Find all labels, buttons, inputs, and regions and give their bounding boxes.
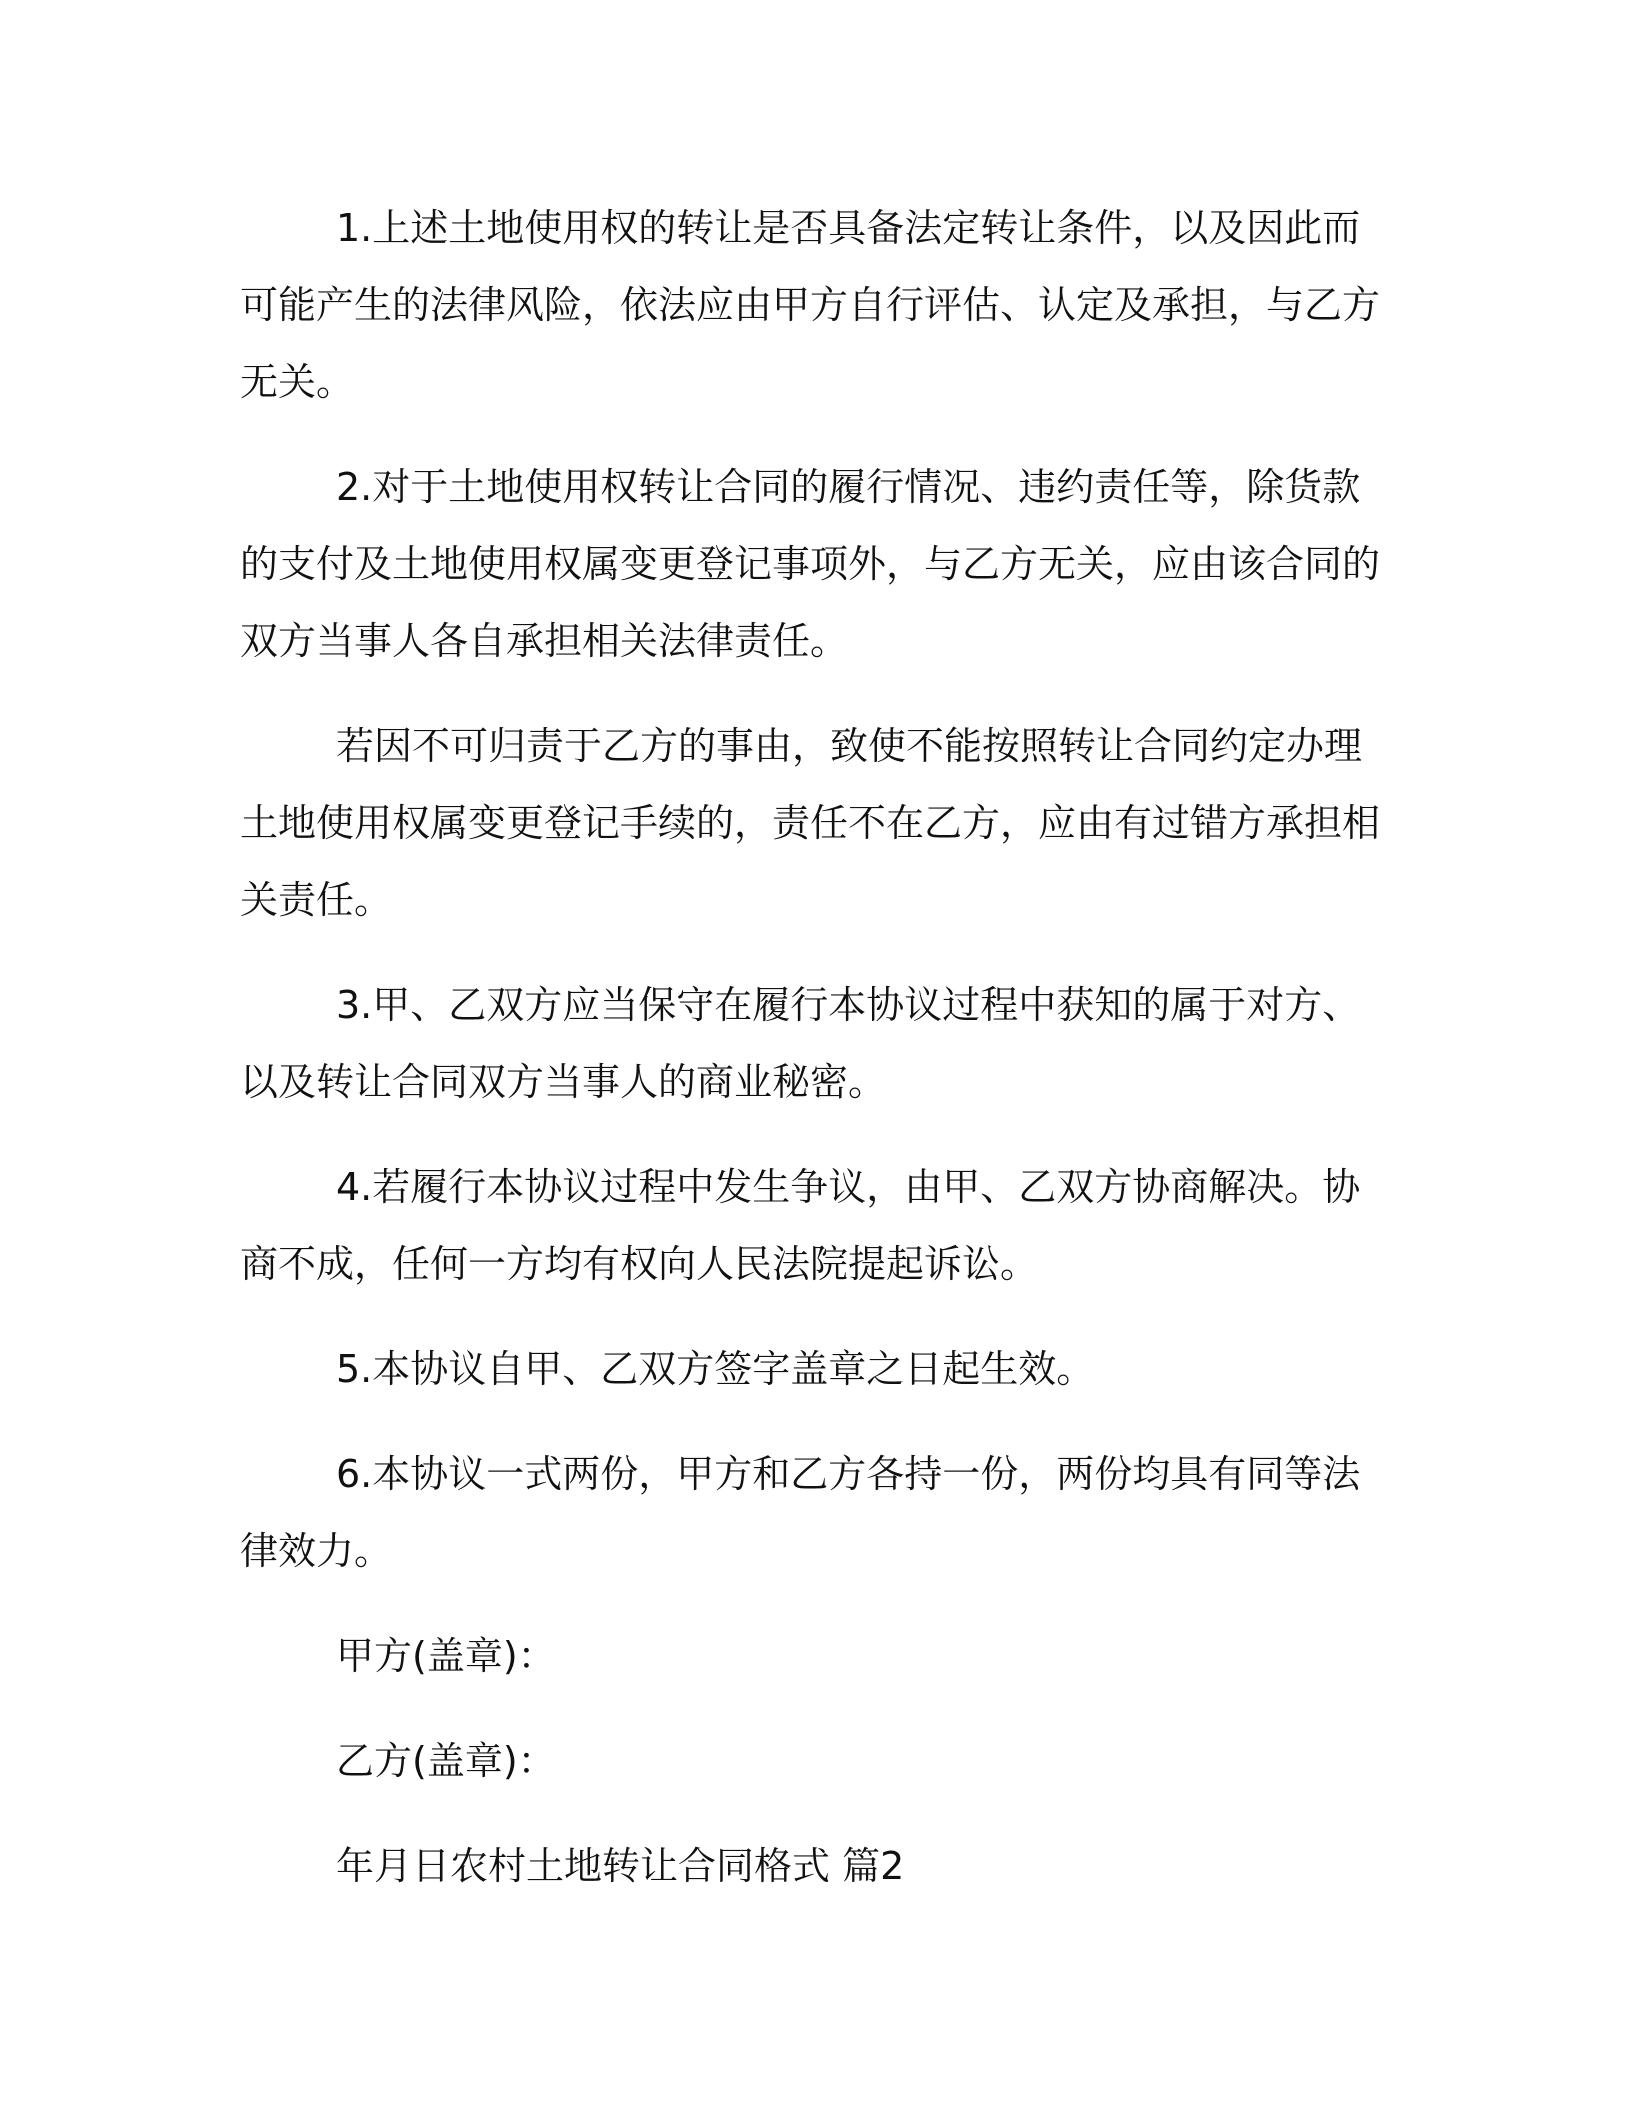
paragraph-3: 若因不可归责于乙方的事由，致使不能按照转让合同约定办理土地使用权属变更登记手续的，责任不在乙方，应由有过错方承担相关责任。 — [240, 724, 1381, 922]
closing-line: 年月日农村土地转让合同格式 篇2 — [336, 1844, 905, 1888]
paragraph-2: 2.对于土地使用权转让合同的履行情况、违约责任等，除货款的支付及土地使用权属变更登记事项外，与乙方无关，应由该合同的双方当事人各自承担相关法律责任。 — [240, 465, 1381, 663]
paragraph-5: 4.若履行本协议过程中发生争议，由甲、乙双方协商解决。协商不成，任何一方均有权向人民法院提起诉讼。 — [240, 1165, 1361, 1286]
paragraph-4: 3.甲、乙双方应当保守在履行本协议过程中获知的属于对方、以及转让合同双方当事人的商业秘密。 — [240, 983, 1361, 1104]
document-body — [240, 190, 1380, 1933]
party-a-signature: 甲方(盖章)： — [336, 1634, 556, 1678]
paragraph-7: 6.本协议一式两份，甲方和乙方各持一份，两份均具有同等法律效力。 — [240, 1452, 1361, 1573]
paragraph-1: 1.上述土地使用权的转让是否具备法定转让条件，以及因此而可能产生的法律风险，依法应由甲方自行评估、认定及承担，与乙方无关。 — [240, 206, 1381, 404]
paragraph-6: 5.本协议自甲、乙双方签字盖章之日起生效。 — [336, 1347, 1095, 1391]
party-b-signature: 乙方(盖章)： — [336, 1739, 556, 1783]
